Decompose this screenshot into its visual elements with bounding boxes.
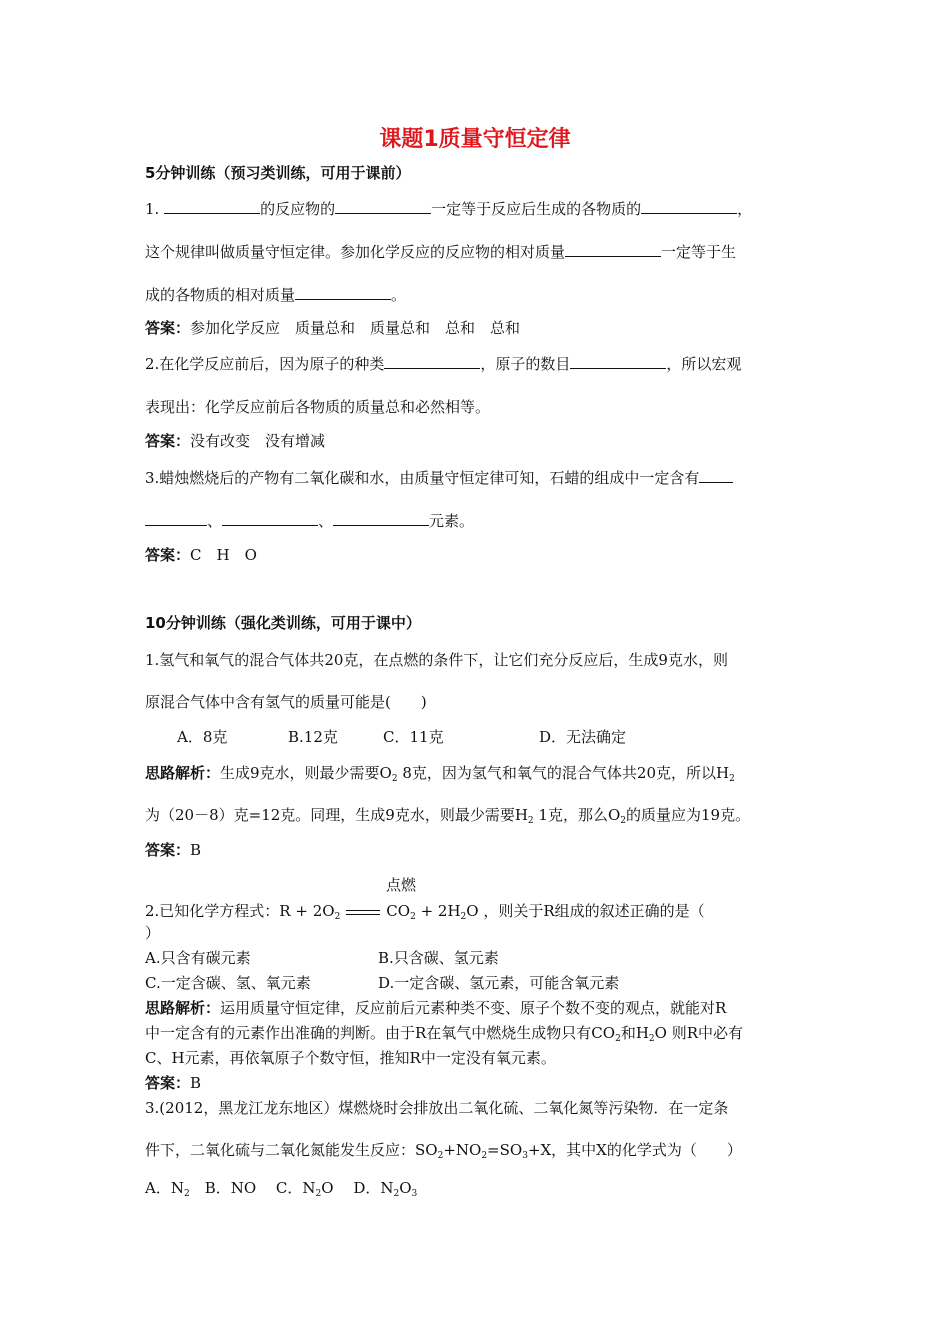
- q3-text: =SO: [487, 1141, 523, 1159]
- equation-text: + 2H: [415, 902, 461, 920]
- s2-q3-line2: [145, 1140, 810, 1160]
- s2-q2-answer: [145, 1073, 810, 1093]
- s1-q3-line1: [145, 468, 810, 488]
- subscript: 2: [334, 912, 341, 922]
- q1-text: 这个规律叫做质量守恒定律。参加化学反应的反应物的相对质量: [145, 243, 566, 261]
- q2-text: ，所以宏观: [666, 355, 742, 373]
- analysis-text: 和H: [620, 1024, 649, 1042]
- page-title: 课题1质量守恒定律: [379, 127, 571, 152]
- option-c: C．11克: [383, 728, 444, 746]
- s1-q1-line2: [145, 242, 810, 262]
- q2-text: 2.在化学反应前后，因为原子的种类: [145, 355, 385, 373]
- s2-q2-analysis-line2: [145, 1023, 810, 1043]
- answer-blank: [565, 242, 661, 257]
- answer-blank: [145, 511, 207, 526]
- s1-q3-line2: [145, 511, 810, 531]
- subscript: 2: [183, 1189, 190, 1199]
- q3-text: 件下，二氧化硫与二氧化氮能发生反应：SO: [145, 1141, 438, 1159]
- s2-q2-equation-end: ）: [145, 924, 161, 942]
- s1-q2-answer: [145, 431, 810, 451]
- q1-text: 。: [391, 286, 407, 304]
- s2-q1-answer: [145, 840, 810, 860]
- subscript: 2: [527, 816, 534, 826]
- option-d: D．无法确定: [539, 728, 627, 746]
- answer-blank: [222, 511, 318, 526]
- q1-text: ，: [737, 200, 753, 218]
- analysis-text: 运用质量守恒定律，反应前后元素种类不变、原子个数不变的观点，就能对R: [220, 999, 727, 1017]
- analysis-text: 8克，因为氢气和氧气的混合气体共20克，所以H: [397, 764, 730, 782]
- answer-blank: [164, 199, 260, 214]
- q3-text: +NO: [443, 1141, 482, 1159]
- answer-label: 答案：: [145, 319, 191, 337]
- subscript: 2: [315, 1189, 322, 1199]
- s2-q3-options: [145, 1178, 810, 1198]
- option-d: D.一定含碳、氢元素，可能含氧元素: [378, 974, 620, 992]
- separator: 、: [318, 512, 334, 530]
- equation-text: 2.已知化学方程式：R + 2O: [145, 902, 335, 920]
- option-a: A.只含有碳元素: [145, 949, 251, 967]
- q1-text: 一定等于生: [661, 243, 737, 261]
- option-text: B．NO C．N: [189, 1179, 316, 1197]
- q1-text: 成的各物质的相对质量: [145, 286, 296, 304]
- s2-q1-analysis-line1: [145, 763, 810, 783]
- answer-label: 答案：: [145, 546, 191, 564]
- q1-text: 的反应物的: [260, 200, 336, 218]
- analysis-text: 1克，那么O: [533, 806, 621, 824]
- answer-blank: [335, 199, 431, 214]
- s1-q1-answer: [145, 318, 810, 338]
- s2-q3-line1: 3.(2012，黑龙江龙东地区）煤燃烧时会排放出二氧化硫、二氧化氮等污染物．在一定条: [145, 1099, 729, 1117]
- analysis-text: O 则R中必有: [654, 1024, 744, 1042]
- answer-label: 答案：: [145, 841, 191, 859]
- q2-text: ，原子的数目: [480, 355, 571, 373]
- s2-q1-line2: 原混合气体中含有氢气的质量可能是( ): [145, 693, 427, 711]
- option-b: B.只含碳、氢元素: [378, 949, 499, 967]
- s2-q1-analysis-line2: [145, 805, 810, 825]
- answer-blank: [384, 354, 480, 369]
- equals-sign: [346, 910, 380, 915]
- subscript: 2: [437, 1151, 444, 1161]
- q1-text: 一定等于反应后生成的各物质的: [431, 200, 642, 218]
- section2-heading: 10分钟训练（强化类训练，可用于课中）: [145, 614, 421, 632]
- answer-text: B: [190, 1074, 202, 1092]
- answer-text: B: [190, 841, 202, 859]
- option-b: B.12克: [288, 728, 338, 746]
- q3-text: 3.蜡烛燃烧后的产物有二氧化碳和水，由质量守恒定律可知，石蜡的组成中一定含有: [145, 469, 700, 487]
- s2-q2-equation: [145, 901, 810, 921]
- equation-text: CO: [386, 902, 411, 920]
- option-c: C.一定含碳、氢、氧元素: [145, 974, 311, 992]
- answer-blank: [333, 511, 429, 526]
- analysis-text: 生成9克水，则最少需要O: [220, 764, 392, 782]
- subscript: 2: [620, 816, 626, 826]
- subscript: 2: [391, 774, 398, 784]
- reaction-condition: 点燃: [386, 876, 417, 894]
- subscript: 3: [411, 1189, 418, 1199]
- s1-q1-line3: [145, 285, 810, 305]
- subscript: 3: [522, 1151, 528, 1161]
- option-text: A．N: [145, 1179, 184, 1197]
- s1-q2-line2: 表现出：化学反应前后各物质的质量总和必然相等。: [145, 398, 491, 416]
- option-text: O D．N: [321, 1179, 394, 1197]
- answer-label: 答案：: [145, 432, 191, 450]
- option-text: O: [399, 1179, 412, 1197]
- subscript: 2: [460, 912, 467, 922]
- q3-text: 元素。: [429, 512, 475, 530]
- answer-label: 答案：: [145, 1074, 191, 1092]
- analysis-label: 思路解析：: [145, 764, 221, 782]
- analysis-text: 为（20－8）克=12克。同理，生成9克水，则最少需要H: [145, 806, 528, 824]
- s1-q3-answer: [145, 545, 810, 565]
- answer-text: 参加化学反应 质量总和 质量总和 总和 总和: [190, 319, 521, 337]
- answer-text: 没有改变 没有增减: [190, 432, 326, 450]
- s1-q2-line1: [145, 354, 810, 374]
- answer-blank: [699, 468, 733, 483]
- answer-text: C H O: [190, 546, 257, 564]
- subscript: 2: [481, 1151, 488, 1161]
- subscript: 2: [410, 912, 416, 922]
- subscript: 2: [393, 1189, 400, 1199]
- subscript: 2: [729, 774, 735, 784]
- analysis-text: 的质量应为19克。: [626, 806, 751, 824]
- s2-q1-line1: 1.氢气和氧气的混合气体共20克，在点燃的条件下，让它们充分反应后，生成9克水，则: [145, 651, 728, 669]
- analysis-text: 中一定含有的元素作出准确的判断。由于R在氧气中燃烧生成物只有CO: [145, 1024, 616, 1042]
- subscript: 2: [648, 1034, 655, 1044]
- q3-text: +X，其中X的化学式为（ ）: [527, 1141, 742, 1159]
- s2-q2-analysis-line1: [145, 998, 810, 1018]
- s2-q2-analysis-line3: C、H元素，再依氧原子个数守恒，推知R中一定没有氧元素。: [145, 1049, 556, 1067]
- section1-heading: 5分钟训练（预习类训练，可用于课前）: [145, 164, 411, 182]
- answer-blank: [570, 354, 666, 369]
- subscript: 2: [615, 1034, 621, 1044]
- q1-number: 1.: [145, 200, 165, 218]
- s1-q1-line1: [145, 199, 810, 219]
- answer-blank: [641, 199, 737, 214]
- option-a: A．8克: [177, 728, 228, 746]
- separator: 、: [207, 512, 223, 530]
- analysis-label: 思路解析：: [145, 999, 221, 1017]
- equation-text: O ，则关于R组成的叙述正确的是（: [466, 902, 705, 920]
- answer-blank: [295, 285, 391, 300]
